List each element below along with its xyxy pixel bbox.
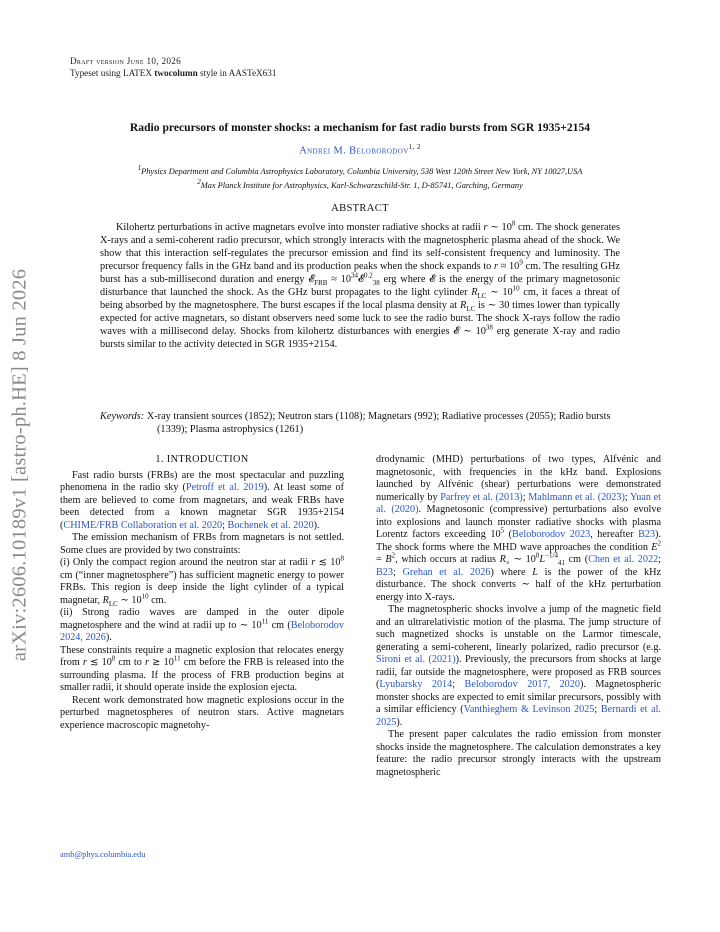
citation-link[interactable]: CHIME/FRB Collaboration et al. 2020 — [63, 519, 223, 531]
latex-logo: LATEX — [122, 68, 153, 78]
keywords-label: Keywords: — [100, 411, 145, 422]
citation-link[interactable]: Beloborodov 2017, 2020 — [464, 679, 580, 691]
author-email-link[interactable]: amb@phys.columbia.edu — [60, 850, 146, 859]
intro-paragraph-7: The present paper calculates the radio emission from monster shocks inside the magnetosphere. The calculation demonstrates a key feature: the radio precursor strongly interacts with the upstream magnetospheric — [376, 729, 661, 778]
intro-paragraph-1: Fast radio bursts (FRBs) are the most spectacular and puzzling phenomena in the radio sky (Petroff et al. 2019). At least some of them are believed to come from magnetars, and weak FRBs have been detected from a known magnetar SGR 1935+2154 (CHIME/FRB Collaboration et al. 2020; Bochenek et al. 2020). — [60, 469, 344, 531]
keywords-block — [100, 410, 620, 436]
citation-link[interactable]: Petroff et al. 2019 — [185, 482, 264, 494]
citation-link[interactable]: Mahlmann et al. (2023) — [528, 491, 625, 503]
intro-paragraph-6: The magnetospheric shocks involve a jump of the magnetic field and an ultrarelativistic motion of the plasma. The jump structure of such magnetized shocks is unstable on the Larmor timescale, generating a semi-coherent, linearly polarized, radio precursor (e.g. Sironi et al. (2021)). Previously, the precursors from shocks at large radii, far outside the magnetosphere, were proposed as FRB sources (Lyubarsky 2014; Beloborodov 2017, 2020). Magnetospheric monster shocks are expected to emit similar precursors, possibly with a similar efficiency (Vanthieghem & Levinson 2025; Bernardi et al. 2025). — [376, 604, 661, 728]
keywords-list: X-ray transient sources (1852); Neutron stars (1108); Magnetars (992); Radiative processes (2055); Radio bursts (1339); Plasma astrophysics (1261) — [146, 411, 611, 436]
affiliation-2: $^2$Max Planck Institute for Astrophysics, Karl-Schwarzschild-Str. 1, D-85741, Garching, Germany — [197, 178, 523, 190]
intro-constraint-2: (ii) Strong radio waves are damped in the outer dipole magnetosphere and the wind at radii up to ∼ $10^{11}$ cm (Beloborodov 2024, 2026). — [60, 607, 344, 644]
running-header — [70, 55, 276, 79]
citation-link[interactable]: Yuan et al. (2020) — [376, 491, 661, 516]
abstract-heading: ABSTRACT — [331, 203, 389, 214]
intro-paragraph-2: The emission mechanism of FRBs from magnetars is not settled. Some clues are provided by two constraints: — [60, 532, 344, 556]
intro-paragraph-3: These constraints require a magnetic explosion that relocates energy from r ≲ $10^8$ cm to r ≳ $10^{11}$ cm before the FRB is released into the surrounding plasma. If the process of FRB production begins at smaller radii, it should operate inside the explosion ejecta. — [60, 644, 344, 694]
citation-link[interactable]: Beloborodov 2023 — [512, 529, 591, 541]
citation-link[interactable]: Vanthieghem & Levinson 2025 — [463, 704, 595, 716]
citation-link[interactable]: Beloborodov 2024, 2026 — [60, 619, 344, 644]
draft-line: Draft version June 10, 2026 — [70, 56, 182, 66]
affiliation-1: $^1$Physics Department and Columbia Astrophysics Laboratory, Columbia University, 538 West 120th Street New York, NY 10027,USA — [137, 164, 583, 176]
typeset-line: Typeset using LATEX twocolumn style in AASTeX631 — [70, 68, 277, 78]
citation-link[interactable]: Bernardi et al. 2025 — [376, 704, 661, 728]
left-column — [60, 454, 344, 732]
citation-link[interactable]: B23 — [638, 529, 656, 541]
citation-link[interactable]: Chen et al. 2022 — [588, 554, 659, 566]
author-line — [0, 143, 720, 156]
paper-title: Radio precursors of monster shocks: a mechanism for fast radio bursts from SGR 1935+2154 — [129, 121, 591, 134]
intro-paragraph-5: drodynamic (MHD) perturbations of two types, Alfvénic and magnetosonic, with frequencies in the kHz band. Explosions launched by Alfvénic (shear) perturbations were demonstrated numerically by Parfrey et al. (2013); Mahlmann et al. (2023); Yuan et al. (2020). Magnetosonic (compressive) perturbations also evolve into explosions and launch monster radiative shocks with plasma Lorentz factors exceeding $10^5$ (Beloborodov 2023, hereafter B23). The shock forms where the MHD wave approaches the condition $E^2 = B^2$, which occurs at radius $R_\times$ ∼ $10^8L^{-1/4}_{41}$ cm (Chen et al. 2022; B23; Grehan et al. 2026) where L is the power of the kHz disturbance. The shock converts ∼ half of the kHz perturbation energy into X-rays. — [376, 454, 662, 603]
abstract-body: Kilohertz perturbations in active magnetars evolve into monster radiative shocks at radii r ∼ $10^8$ cm. The shock generates X-rays and a semi-coherent radio precursor, which strongly interacts with the magnetospheric plasma ahead of the shock. We show that this interaction self-regulates the precursor emission and find its self-consistent frequency and luminosity. The precursor frequency falls in the GHz band and its production peaks when the shock expands to $r \approx 10^9$ cm. The resulting GHz burst has a sub-millisecond duration and energy 𝓔$_{FRB}$ ≈ $10^{34}𝓔^{0.2}_{38}$ erg where 𝓔 is the energy of the primary magnetosonic disturbance that launched the shock. As the GHz burst propagates to the light cylinder $R_{LC}$ ∼ $10^{10}$ cm, it faces a threat of being absorbed by the magnetosphere. The burst escapes if the local plasma density at $R_{LC}$ is ∼ 30 times lower than typically expected for active magnetars, so distant observers need some luck to see the radio burst. The shock X-rays follow the radio waves with a millisecond delay. Shocks from kilohertz disturbances with energies 𝓔 ∼ $10^{38}$ erg generate X-ray and radio bursts similar to the activity detected in SGR 1935+2154. — [100, 219, 621, 351]
citation-link[interactable]: Grehan et al. 2026 — [402, 566, 491, 578]
citation-link[interactable]: Bochenek et al. 2020 — [227, 519, 314, 531]
right-column — [376, 454, 661, 779]
intro-constraint-1: (i) Only the compact region around the neutron star at radii r ≲ $10^8$ cm (“inner magnetosphere”) has sufficient magnetic energy to power FRBs. This region is deep inside the light cylinder of a typical magnetar, $R_{LC}$ ∼ $10^{10}$ cm. — [60, 554, 344, 608]
section-heading-introduction: 1. INTRODUCTION — [155, 454, 249, 465]
citation-link[interactable]: Parfrey et al. (2013) — [440, 491, 523, 503]
arxiv-identifier-text: arXiv:2606.10189v1 [astro-ph.HE] 8 Jun 2026 — [8, 268, 31, 662]
citation-link[interactable]: Sironi et al. (2021) — [376, 654, 456, 666]
citation-link[interactable]: Lyubarsky 2014 — [379, 679, 453, 691]
author-name[interactable]: Andrei M. Beloborodov — [299, 145, 409, 157]
citation-link[interactable]: B23 — [376, 566, 393, 578]
author-affiliation-marks: 1, 2 — [408, 143, 421, 151]
arxiv-identifier-stamp — [4, 230, 36, 700]
intro-paragraph-4: Recent work demonstrated how magnetic explosions occur in the perturbed magnetospheres of neutron stars. Active magnetars experience macroscopic magnetohy- — [60, 694, 344, 731]
